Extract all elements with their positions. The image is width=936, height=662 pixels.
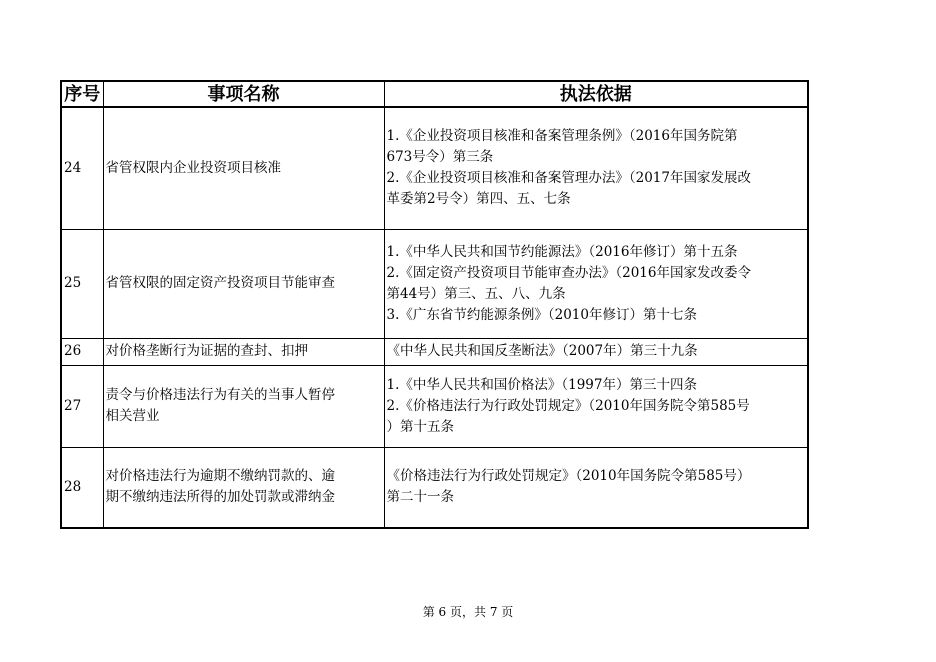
row-name — [103, 338, 384, 365]
table-row — [61, 365, 808, 447]
table-row — [61, 107, 808, 229]
name-line: 省管权限内企业投资项目核准 — [105, 159, 281, 176]
row-basis — [384, 107, 808, 229]
name-line: 对价格垄断行为证据的查封、扣押 — [105, 343, 308, 359]
name-line: 省管权限的固定资产投资项目节能审查 — [105, 275, 335, 291]
table-row — [61, 447, 808, 528]
header-basis: 执法依据 — [384, 81, 808, 107]
name-line: 责令与价格违法行为有关的当事人暂停 — [105, 387, 335, 403]
row-basis — [384, 447, 808, 528]
basis-line: 3.《广东省节约能源条例》（2010年修订）第十七条 — [386, 306, 697, 323]
row-number: 24 — [61, 107, 103, 229]
header-name: 事项名称 — [103, 81, 384, 107]
basis-line: 第44号）第三、五、八、九条 — [386, 285, 566, 302]
basis-line: 《价格违法行为行政处罚规定》（2010年国务院令第585号） — [386, 468, 751, 485]
enforcement-table — [60, 80, 809, 529]
row-number: 25 — [61, 229, 103, 338]
row-number: 28 — [61, 447, 103, 528]
basis-line: 2.《企业投资项目核准和备案管理办法》（2017年国家发展改 — [386, 170, 751, 187]
basis-line: 第二十一条 — [386, 489, 454, 506]
table-header — [61, 81, 808, 107]
page-footer: 第 6 页，共 7 页 — [422, 605, 514, 619]
basis-line: 1.《企业投资项目核准和备案管理条例》（2016年国务院第 — [386, 128, 738, 145]
header-no: 序号 — [61, 81, 103, 107]
basis-line: 2.《固定资产投资项目节能审查办法》（2016年国家发改委令 — [386, 264, 751, 281]
row-name — [103, 365, 384, 447]
row-basis — [384, 338, 808, 365]
basis-line: 1.《中华人民共和国节约能源法》（2016年修订）第十五条 — [386, 243, 738, 260]
row-name — [103, 229, 384, 338]
row-basis — [384, 229, 808, 338]
basis-line: 2.《价格违法行为行政处罚规定》（2010年国务院令第585号 — [386, 397, 750, 414]
basis-line: 673号令）第三条 — [386, 149, 494, 166]
basis-line: 1.《中华人民共和国价格法》（1997年）第三十四条 — [386, 376, 697, 393]
table-row — [61, 338, 808, 365]
basis-line: 《中华人民共和国反垄断法》（2007年）第三十九条 — [386, 343, 698, 359]
row-number: 26 — [61, 338, 103, 365]
table-row — [61, 229, 808, 338]
row-number: 27 — [61, 365, 103, 447]
row-basis — [384, 365, 808, 447]
row-name — [103, 447, 384, 528]
row-name — [103, 107, 384, 229]
basis-line: 革委第2号令）第四、五、七条 — [386, 191, 571, 208]
name-line: 期不缴纳违法所得的加处罚款或滞纳金 — [105, 489, 335, 506]
name-line: 相关营业 — [105, 408, 160, 424]
basis-line: ）第十五条 — [386, 418, 454, 435]
name-line: 对价格违法行为逾期不缴纳罚款的、逾 — [105, 468, 335, 485]
